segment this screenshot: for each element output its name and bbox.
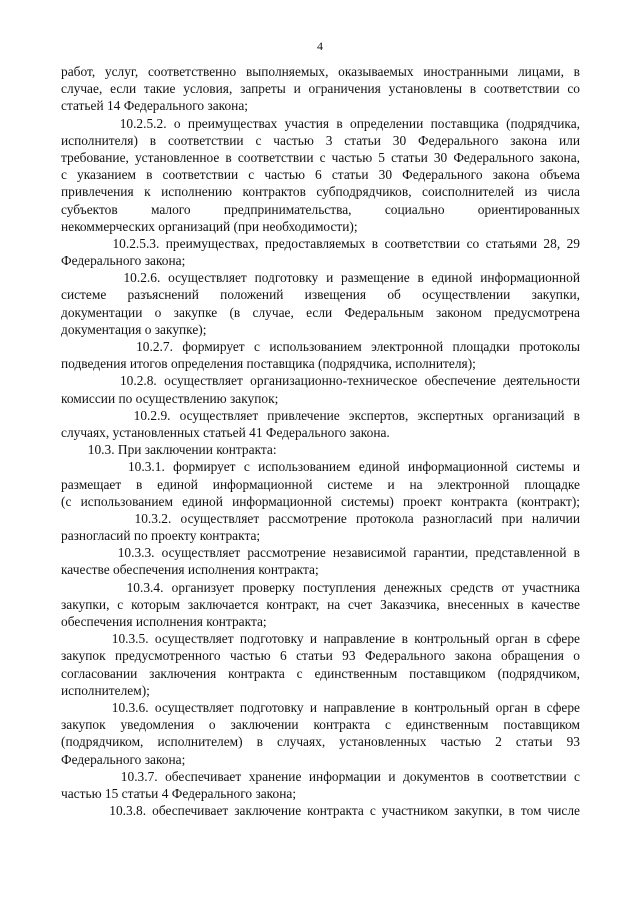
text-line: документации о закупке (в случае, если Федеральным законом предусмотрена [61, 304, 580, 320]
text-line: исполнителя) в соответствии с частью 3 статьи 30 Федерального закона или [61, 132, 580, 148]
text-line: разногласий по проекту контракта; [61, 528, 261, 544]
text-line: 10.2.6. осуществляет подготовку и размещение в единой информационной [61, 270, 580, 286]
text-line: закупок уведомления о заключении контракта с единственным поставщиком [61, 717, 580, 733]
text-line: субъектов малого предпринимательства, социально ориентированных [61, 201, 580, 217]
text-line: 10.2.9. осуществляет привлечение экспертов, экспертных организаций в [61, 407, 580, 423]
text-line: с указанием в соответствии с частью 6 статьи 30 Федерального закона объема [61, 167, 580, 183]
text-line: размещает в единой информационной системе и на электронной площадке [61, 476, 580, 492]
text-line: 10.3.7. обеспечивает хранение информации и документов в соответствии с [61, 768, 580, 784]
text-line: обеспечения исполнения контракта; [61, 614, 267, 629]
text-line: согласовании заключения контракта с единственным поставщиком (подрядчиком, [61, 665, 580, 681]
text-line: 10.2.5.3. преимуществах, предоставляемых в соответствии со статьями 28, 29 [61, 235, 580, 251]
text-line: 10.3. При заключении контракта: [61, 442, 277, 458]
text-line: некоммерческих организаций (при необходимости); [61, 218, 358, 234]
text-line: 10.3.8. обеспечивает заключение контракта с участником закупки, в том числе [61, 803, 580, 819]
text-line: случае, если такие условия, запреты и ограничения установлены в соответствии со [61, 81, 580, 97]
text-line: 10.3.6. осуществляет подготовку и направление в контрольный орган в сфере [61, 699, 580, 715]
text-line: системе разъяснений положений извещения об осуществлении закупки, [61, 287, 580, 303]
text-line: 10.3.3. осуществляет рассмотрение независимой гарантии, представленной в [61, 545, 580, 561]
text-line: Федерального закона; [61, 751, 186, 767]
text-line: исполнителем); [61, 682, 150, 698]
text-line: 10.3.4. организует проверку поступления денежных средств от участника [61, 579, 580, 595]
text-line: 10.2.7. формирует с использованием электронной площадки протоколы [61, 339, 580, 354]
text-line: Федерального закона; [61, 253, 186, 269]
text-line: комиссии по осуществлению закупок; [61, 390, 279, 406]
text-line: привлечения к исполнению контрактов субподрядчиков, соисполнителей из числа [61, 184, 580, 200]
text-line: статьей 14 Федерального закона; [61, 98, 249, 114]
text-line: 10.2.8. осуществляет организационно-техническое обеспечение деятельности [61, 373, 580, 389]
text-line: случаях, установленных статьей 41 Федерального закона. [61, 424, 390, 440]
text-line: работ, услуг, соответственно выполняемых, оказываемых иностранными лицами, в [61, 64, 580, 79]
text-line: (с использованием единой информационной системы) проект контракта (контракт); [61, 493, 580, 509]
text-line: 10.3.5. осуществляет подготовку и направление в контрольный орган в сфере [61, 631, 580, 647]
text-line: качестве обеспечения исполнения контракта; [61, 562, 319, 578]
text-line: (подрядчиком, исполнителем) в случаях, установленных частью 2 статьи 93 [61, 734, 580, 750]
page-number: 4 [317, 39, 323, 53]
text-line: документация о закупке); [61, 321, 207, 337]
text-line: закупок предусмотренного частью 6 статьи 93 Федерального закона обращения о [61, 648, 580, 664]
text-line: 10.2.5.2. о преимуществах участия в определении поставщика (подрядчика, [61, 115, 580, 131]
document-body [61, 63, 580, 819]
text-line: частью 15 статьи 4 Федерального закона; [61, 785, 297, 801]
text-line: закупки, с которым заключается контракт, на счет Заказчика, внесенных в качестве [61, 596, 580, 612]
text-line: 10.3.2. осуществляет рассмотрение протокола разногласий при наличии [61, 510, 580, 526]
text-line: 10.3.1. формирует с использованием единой информационной системы и [61, 459, 580, 475]
text-line: подведения итогов определения поставщика (подрядчика, исполнителя); [61, 356, 476, 372]
text-line: требование, установленное в соответствии с частью 5 статьи 30 Федерального закона, [61, 149, 580, 165]
